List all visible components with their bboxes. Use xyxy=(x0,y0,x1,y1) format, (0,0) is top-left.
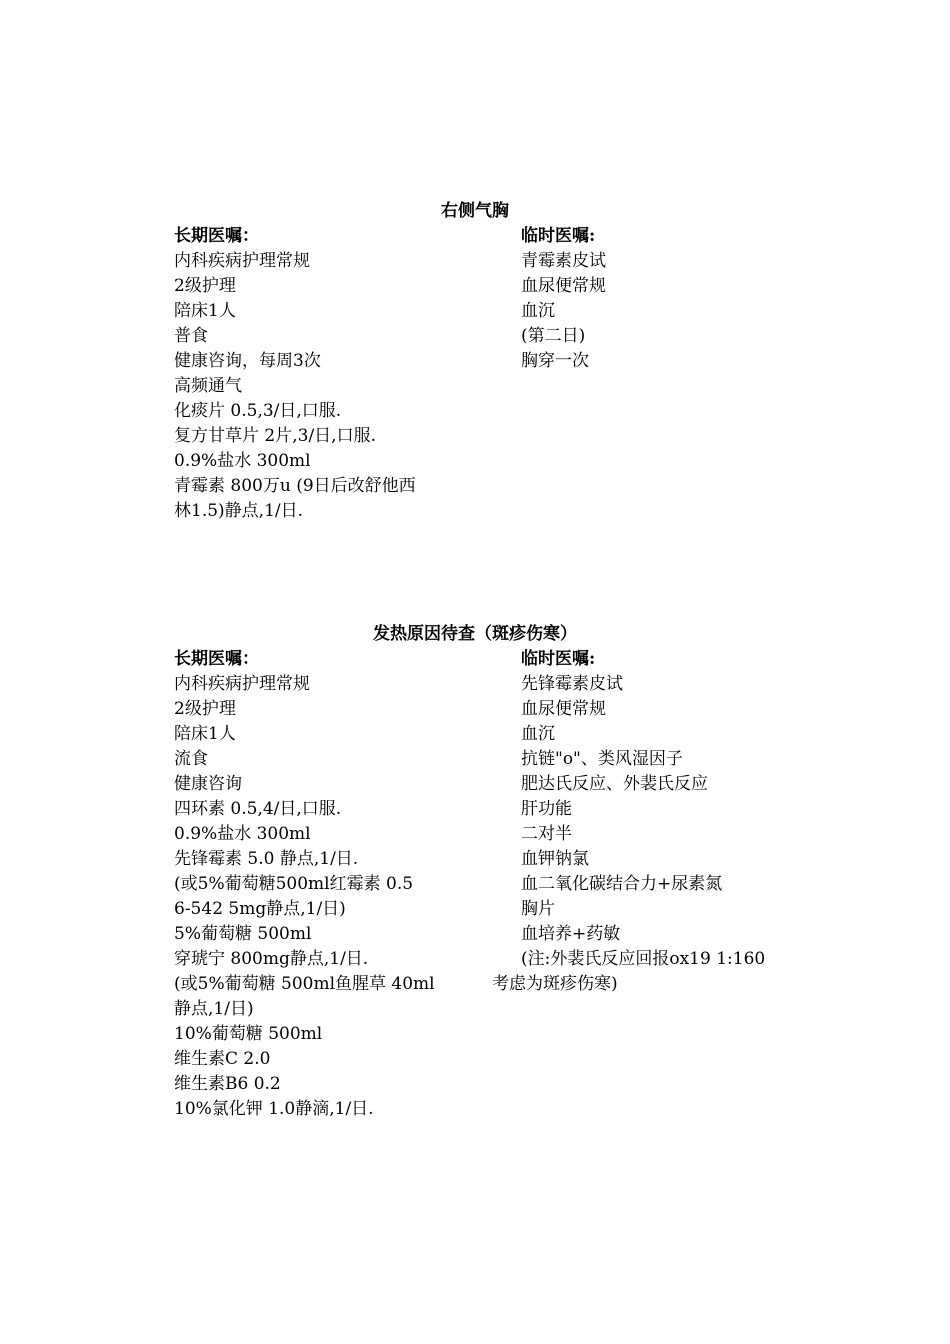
order-item: 健康咨询 xyxy=(174,774,242,794)
section-title: 发热原因待查（斑疹伤寒） xyxy=(373,624,577,644)
order-item: 高频通气 xyxy=(174,376,242,396)
temporary-orders-list xyxy=(521,224,606,374)
order-item: 陪床1人 xyxy=(174,301,236,321)
long-term-orders-heading: 长期医嘱： xyxy=(174,226,259,246)
order-item: 先锋霉素皮试 xyxy=(521,674,623,694)
order-item: 血二氧化碳结合力+尿素氮 xyxy=(521,874,723,894)
order-item: 肝功能 xyxy=(521,799,572,819)
order-item: 普食 xyxy=(174,326,208,346)
temporary-orders-heading: 临时医嘱: xyxy=(521,226,596,246)
order-item: 先锋霉素 5.0 静点,1/日. xyxy=(174,849,359,869)
order-item: 健康咨询，每周3次 xyxy=(174,351,321,371)
order-item: (或5%葡萄糖 500ml鱼腥草 40ml xyxy=(174,974,435,994)
order-item: 胸穿一次 xyxy=(521,351,589,371)
order-item: 静点,1/日) xyxy=(174,999,254,1019)
order-item: 抗链"o"、类风湿因子 xyxy=(521,749,683,769)
order-item: 肥达氏反应、外裴氏反应 xyxy=(521,774,708,794)
order-item: 内科疾病护理常规 xyxy=(174,674,310,694)
order-item: 维生素C 2.0 xyxy=(174,1049,271,1069)
order-item: 考虑为斑疹伤寒) xyxy=(492,974,618,994)
order-item: 血钾钠氯 xyxy=(521,849,589,869)
order-item: 2级护理 xyxy=(174,276,236,296)
order-item: 四环素 0.5,4/日,口服. xyxy=(174,799,342,819)
order-item: 10%氯化钾 1.0静滴,1/日. xyxy=(174,1099,374,1119)
order-item: 穿琥宁 800mg静点,1/日. xyxy=(174,949,369,969)
long-term-orders-list xyxy=(174,647,435,1122)
order-item: 复方甘草片 2片,3/日,口服. xyxy=(174,426,376,446)
order-item: 胸片 xyxy=(521,899,555,919)
order-item: 维生素B6 0.2 xyxy=(174,1074,281,1094)
order-item: 青霉素 800万u (9日后改舒他西 xyxy=(174,476,416,496)
order-item: (第二日) xyxy=(521,326,586,346)
order-item: 0.9%盐水 300ml xyxy=(174,451,311,471)
temporary-orders-list xyxy=(492,647,766,997)
order-item: (或5%葡萄糖500ml红霉素 0.5 xyxy=(174,874,414,894)
order-item: 10%葡萄糖 500ml xyxy=(174,1024,323,1044)
order-item: 血沉 xyxy=(521,724,555,744)
temporary-orders-heading: 临时医嘱: xyxy=(521,649,596,669)
order-item: 血尿便常规 xyxy=(521,276,606,296)
order-item: 5%葡萄糖 500ml xyxy=(174,924,312,944)
order-item: 陪床1人 xyxy=(174,724,236,744)
order-item: 血培养+药敏 xyxy=(521,924,621,944)
order-item: 2级护理 xyxy=(174,699,236,719)
section-title: 右侧气胸 xyxy=(441,201,509,221)
long-term-orders-heading: 长期医嘱： xyxy=(174,649,259,669)
order-item: 流食 xyxy=(174,749,208,769)
order-item: 内科疾病护理常规 xyxy=(174,251,310,271)
order-item: 林1.5)静点,1/日. xyxy=(174,501,304,521)
order-item: 二对半 xyxy=(521,824,572,844)
order-item: 6-542 5mg静点,1/日) xyxy=(174,899,346,919)
order-item: 血尿便常规 xyxy=(521,699,606,719)
order-item: 0.9%盐水 300ml xyxy=(174,824,311,844)
order-item: 血沉 xyxy=(521,301,555,321)
long-term-orders-list xyxy=(174,224,416,524)
order-item: (注:外裴氏反应回报ox19 1:160 xyxy=(521,949,766,969)
order-item: 化痰片 0.5,3/日,口服. xyxy=(174,401,342,421)
order-item: 青霉素皮试 xyxy=(521,251,606,271)
